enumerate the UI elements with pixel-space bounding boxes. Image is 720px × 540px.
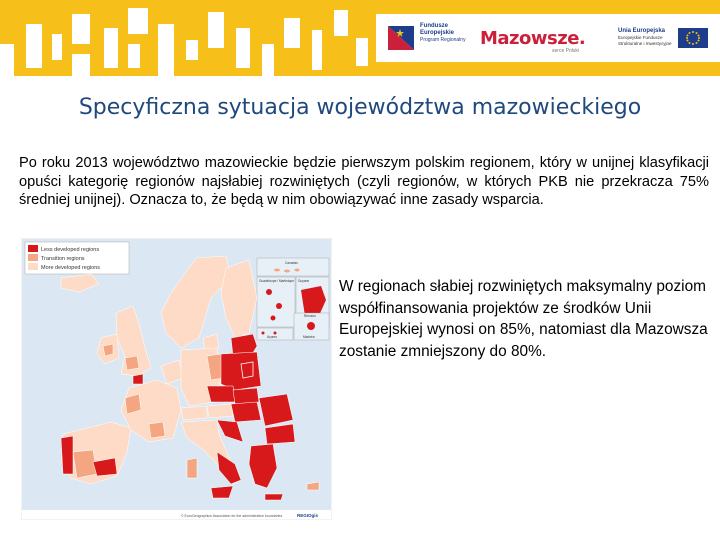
cofinancing-paragraph: W regionach słabiej rozwiniętych maksymalny poziom współfinansowania projektów ze środków Unii Europejskiej wynosi on 85%, natomiast dla Mazowsza zostanie zmniejszony do 80%. bbox=[339, 278, 708, 360]
fundusze-europejskie-logo: Fundusze Europejskie Program Regionalny bbox=[420, 23, 466, 43]
eu-flag-icon bbox=[678, 28, 708, 48]
decorative-blocks bbox=[0, 0, 376, 76]
eu-regions-map bbox=[21, 238, 332, 520]
logos-strip bbox=[376, 14, 720, 62]
legend-swatch-more bbox=[28, 263, 38, 270]
map-copyright: © EuroGeographics Association for the administrative boundaries bbox=[181, 514, 283, 518]
map-legend bbox=[25, 242, 129, 274]
legend-swatch-transition bbox=[28, 254, 38, 261]
inset-label-azores: Açores bbox=[267, 335, 277, 339]
legend-label-less: Less developed regions bbox=[41, 247, 100, 253]
regiogis-logo: REGIOgis bbox=[297, 513, 319, 518]
slide-title: Specyficzna sytuacja województwa mazowieckiego bbox=[78, 95, 642, 120]
legend-label-transition: Transition regions bbox=[41, 256, 85, 262]
inset-label-reunion: Réunion bbox=[304, 314, 316, 318]
inset-label-madeira: Madeira bbox=[303, 335, 315, 339]
mazowsze-logo: Mazowsze. bbox=[480, 28, 586, 49]
legend-label-more: More developed regions bbox=[41, 265, 101, 271]
intro-paragraph: Po roku 2013 województwo mazowieckie będzie pierwszym polskim regionem, który w unijnej klasyfikacji opuści kategorię regionów najsłabiej rozwiniętych (czyli regionów, w których PKB nie przekracza 75% średniej unijnej). Oznacza to, że będą w nim obowiązywać inne zasady wsparcia. bbox=[19, 155, 709, 208]
inset-label-canarias: Canarias bbox=[285, 261, 298, 265]
inset-label-guadeloupe: Guadeloupe / Martinique bbox=[259, 279, 294, 283]
header-bar bbox=[0, 0, 720, 76]
legend-swatch-less bbox=[28, 245, 38, 252]
inset-label-guyane: Guyane bbox=[298, 279, 310, 283]
eu-logo-text: Unia Europejska Europejskie Fundusze Strukturalne i Inwestycyjne bbox=[618, 28, 672, 46]
mazowsze-tagline: serce Polski bbox=[552, 48, 579, 54]
fundusze-europejskie-logo-icon bbox=[386, 24, 416, 52]
